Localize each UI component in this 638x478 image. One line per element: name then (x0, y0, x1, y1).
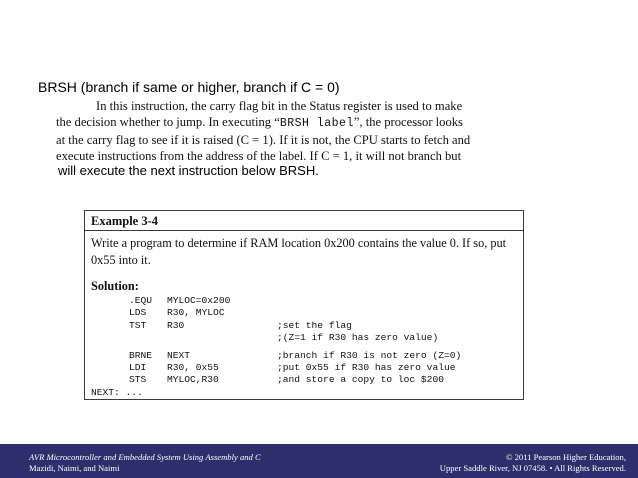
paragraph-line-1: In this instruction, the carry flag bit in the Status register is used to make (96, 99, 463, 113)
code-operands: NEXT (167, 349, 191, 361)
paragraph-line-2 (56, 114, 536, 132)
solution-label: Solution: (91, 279, 139, 293)
code-mnemonic: LDS (129, 307, 147, 319)
footer-copyright (440, 452, 626, 474)
code-mnemonic: STS (129, 374, 147, 386)
example-description-line-2: 0x55 into it. (91, 253, 151, 267)
code-operands: R30 (167, 319, 185, 331)
code-comment: ;put 0x55 if R30 has zero value (277, 361, 456, 373)
code-line (91, 307, 521, 319)
slide-heading: BRSH (branch if same or higher, branch if C = 0) (38, 79, 340, 95)
code-comment: ;(Z=1 if R30 has zero value) (277, 332, 439, 344)
footer-copyright-line-1: © 2011 Pearson Higher Education, (505, 452, 626, 462)
code-line (91, 362, 521, 374)
code-label: NEXT: ... (91, 386, 143, 398)
code-operands: R30, 0x55 (167, 361, 219, 373)
example-description (91, 235, 519, 269)
code-line (91, 387, 521, 399)
code-operands: R30, MYLOC (167, 307, 225, 319)
paragraph-line-2-end: ”, the processor looks (353, 115, 463, 129)
example-description-line-1: Write a program to determine if RAM location 0x200 contains the value 0. If so, put (91, 236, 507, 250)
paragraph-line-4: execute instructions from the address of the label. If C = 1, it will not branch but (56, 149, 462, 163)
code-mnemonic: TST (129, 319, 147, 331)
paragraph-line-2-start: the decision whether to jump. In executing “ (56, 115, 280, 129)
example-box (84, 210, 524, 400)
paragraph-inline-code: BRSH label (279, 117, 354, 130)
footer-bar (0, 444, 638, 478)
paragraph-continuation: will execute the next instruction below BRSH. (58, 163, 319, 178)
code-operands: MYLOC,R30 (167, 374, 219, 386)
code-comment: ;set the flag (277, 319, 352, 331)
code-comment: ;branch if R30 is not zero (Z=0) (277, 349, 462, 361)
code-operands: MYLOC=0x200 (167, 295, 231, 306)
footer-authors: Mazidi, Naimi, and Naimi (29, 463, 120, 473)
code-line (91, 374, 521, 386)
code-line (91, 295, 521, 307)
code-mnemonic: .EQU (129, 295, 153, 306)
example-divider (85, 230, 523, 231)
code-line (91, 332, 521, 344)
footer-book-title: AVR Microcontroller and Embedded System Using Assembly and C (29, 452, 261, 462)
footer-copyright-line-2: Upper Saddle River, NJ 07458. • All Rights Reserved. (439, 463, 626, 473)
code-mnemonic: BRNE (129, 349, 153, 361)
code-listing (91, 295, 521, 399)
paragraph-line-3: at the carry flag to see if it is raised (C = 1). If it is not, the CPU starts to fetch and (56, 133, 471, 147)
code-mnemonic: LDI (129, 361, 147, 373)
code-comment: ;and store a copy to loc $200 (277, 374, 444, 386)
scanned-paragraph (56, 98, 536, 164)
code-line (91, 320, 521, 332)
code-line (91, 350, 521, 362)
example-title: Example 3-4 (91, 214, 159, 228)
footer-book-info (29, 452, 261, 474)
